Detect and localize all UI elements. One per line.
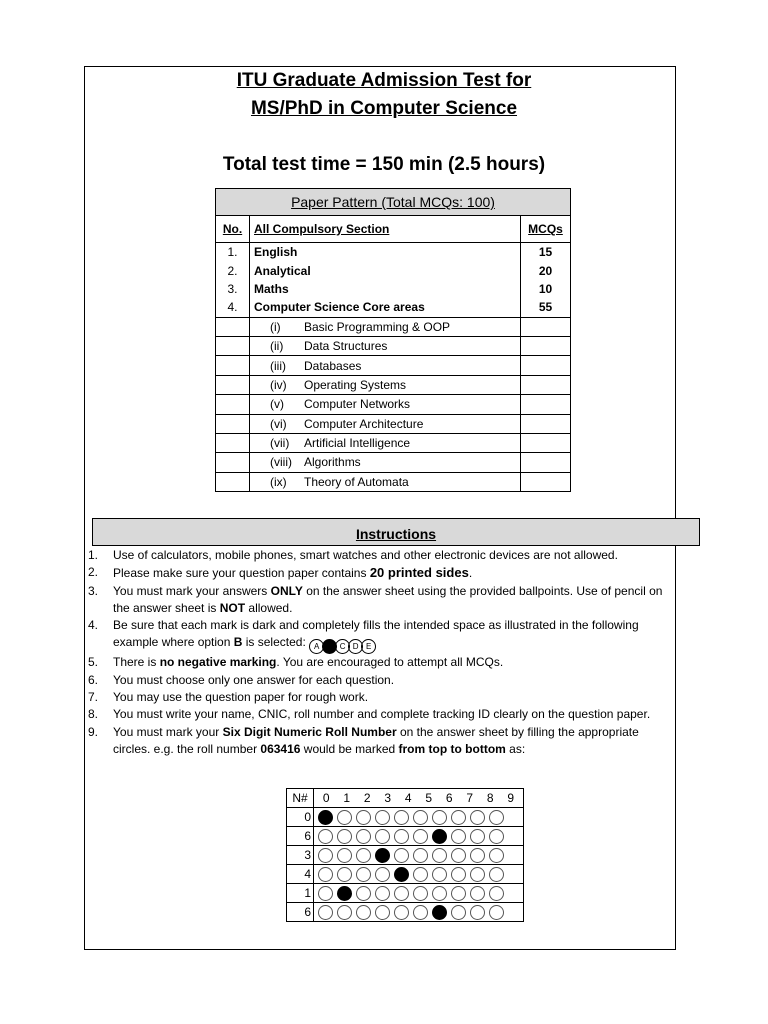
empty-bubble — [413, 810, 428, 825]
instruction-emphasis: ONLY — [270, 583, 303, 598]
instruction-emphasis: no negative marking — [159, 655, 277, 670]
pattern-subarea-mcqs-blank — [521, 356, 571, 375]
pattern-subarea-blank — [216, 317, 250, 336]
empty-bubble — [337, 867, 352, 882]
subarea-name: Databases — [304, 358, 362, 373]
empty-bubble — [394, 886, 409, 901]
roll-digit-label: 3 — [287, 846, 314, 865]
roll-digit-label: 6 — [287, 827, 314, 846]
instruction-emphasis: NOT — [219, 600, 246, 615]
pattern-row-section: English — [250, 243, 521, 262]
instruction-number: 1. — [88, 548, 99, 562]
roll-number-grid — [286, 788, 524, 922]
instruction-text — [113, 673, 394, 687]
pattern-subarea-cell — [250, 336, 521, 355]
pattern-subarea-row — [216, 453, 571, 472]
empty-bubble — [489, 905, 504, 920]
pattern-row — [216, 280, 571, 298]
empty-bubble — [432, 867, 447, 882]
page-title-line1: ITU Graduate Admission Test for — [236, 70, 532, 91]
empty-bubble — [451, 810, 466, 825]
subarea-name: Algorithms — [304, 455, 361, 470]
empty-bubble — [489, 886, 504, 901]
pattern-row-section: Computer Science Core areas — [250, 298, 521, 317]
instruction-fragment: You must write your name, CNIC, roll number and complete tracking ID clearly on the question paper. — [113, 707, 651, 722]
roll-digit-bubbles — [314, 903, 524, 922]
instruction-text — [113, 618, 639, 652]
empty-bubble — [375, 905, 390, 920]
pattern-subarea-cell — [250, 375, 521, 394]
roll-digit-bubbles — [314, 884, 524, 903]
digit-header-label: 2 — [363, 791, 371, 805]
instruction-text — [113, 655, 503, 669]
pattern-row-number: 2. — [216, 261, 250, 279]
pattern-subarea-row — [216, 375, 571, 394]
column-header-mcqs: MCQs — [521, 216, 571, 243]
pattern-subarea-cell — [250, 414, 521, 433]
pattern-subarea-blank — [216, 356, 250, 375]
pattern-subarea-mcqs-blank — [521, 375, 571, 394]
roll-grid-row — [287, 808, 524, 827]
instruction-item — [88, 564, 678, 582]
empty-bubble — [413, 867, 428, 882]
empty-bubble — [356, 886, 371, 901]
digit-header-label: 6 — [445, 791, 453, 805]
roll-grid-row — [287, 903, 524, 922]
instruction-emphasis: B — [233, 635, 243, 650]
digit-header-label: 8 — [486, 791, 494, 805]
example-option-bubble: A — [309, 639, 324, 654]
pattern-subarea-cell — [250, 317, 521, 336]
empty-bubble — [413, 905, 428, 920]
instruction-fragment: You must mark your — [113, 724, 223, 739]
roll-digit-bubbles — [314, 846, 524, 865]
empty-bubble — [337, 810, 352, 825]
pattern-subarea-cell — [250, 356, 521, 375]
empty-bubble — [470, 886, 485, 901]
instruction-fragment: as: — [505, 741, 526, 756]
pattern-row — [216, 261, 571, 279]
roll-grid-header-row — [287, 789, 524, 808]
digit-header-label: 9 — [507, 791, 515, 805]
instruction-fragment: would be marked — [300, 741, 399, 756]
roll-digit-bubbles — [314, 827, 524, 846]
pattern-subarea-row — [216, 336, 571, 355]
instruction-number: 9. — [88, 724, 99, 739]
empty-bubble — [318, 829, 333, 844]
instruction-fragment: You must choose only one answer for each question. — [113, 672, 395, 687]
instruction-number: 3. — [88, 583, 99, 598]
page-title-line2: MS/PhD in Computer Science — [250, 98, 518, 119]
empty-bubble — [470, 829, 485, 844]
instruction-text — [113, 584, 662, 615]
instruction-emphasis: 063416 — [260, 741, 301, 756]
roll-digit-bubbles — [314, 808, 524, 827]
pattern-row-number: 4. — [216, 298, 250, 317]
pattern-subarea-cell — [250, 472, 521, 491]
empty-bubble — [413, 886, 428, 901]
instruction-item — [88, 689, 678, 706]
pattern-row-section: Analytical — [250, 261, 521, 279]
pattern-subarea-mcqs-blank — [521, 453, 571, 472]
instruction-number: 5. — [88, 655, 99, 670]
digit-header-label: 0 — [322, 791, 330, 805]
pattern-subarea-cell — [250, 433, 521, 452]
pattern-row-mcqs: 15 — [521, 243, 571, 262]
instruction-emphasis: 20 printed sides — [369, 565, 469, 581]
empty-bubble — [489, 848, 504, 863]
instruction-fragment: You may use the question paper for rough work. — [113, 690, 369, 705]
instruction-fragment: Be sure that each mark is dark and completely fills the intended space as illustrated in the following example where option — [113, 618, 639, 650]
pattern-subarea-blank — [216, 395, 250, 414]
instruction-fragment: There is — [113, 655, 160, 670]
instruction-item — [88, 583, 678, 618]
empty-bubble — [356, 810, 371, 825]
subarea-numeral: (vii) — [270, 436, 290, 451]
pattern-subarea-blank — [216, 336, 250, 355]
roll-grid-row — [287, 846, 524, 865]
empty-bubble — [337, 848, 352, 863]
instruction-text — [113, 690, 368, 704]
filled-bubble — [318, 810, 333, 825]
pattern-row-number: 1. — [216, 243, 250, 262]
empty-bubble — [470, 810, 485, 825]
empty-bubble — [375, 867, 390, 882]
empty-bubble — [413, 848, 428, 863]
empty-bubble — [451, 848, 466, 863]
empty-bubble — [394, 829, 409, 844]
pattern-subarea-row — [216, 414, 571, 433]
pattern-subarea-cell — [250, 453, 521, 472]
pattern-subarea-mcqs-blank — [521, 336, 571, 355]
pattern-subarea-blank — [216, 414, 250, 433]
example-option-bubble: D — [348, 639, 363, 654]
instruction-text — [113, 725, 639, 756]
instruction-fragment: Please make sure your question paper contains — [113, 566, 370, 581]
pattern-row-mcqs: 55 — [521, 298, 571, 317]
instruction-fragment: . You are encouraged to attempt all MCQs. — [276, 655, 504, 670]
subarea-name: Operating Systems — [304, 377, 407, 392]
pattern-subarea-row — [216, 317, 571, 336]
filled-bubble — [375, 848, 390, 863]
subarea-name: Basic Programming & OOP — [304, 319, 451, 334]
empty-bubble — [470, 867, 485, 882]
instruction-fragment: . — [468, 566, 473, 581]
subarea-numeral: (i) — [270, 319, 281, 334]
column-header-no: No. — [216, 216, 250, 243]
pattern-subarea-row — [216, 433, 571, 452]
subarea-name: Artificial Intelligence — [304, 436, 411, 451]
instruction-text — [113, 548, 618, 562]
subarea-name: Computer Architecture — [304, 416, 424, 431]
pattern-subarea-mcqs-blank — [521, 395, 571, 414]
instruction-number: 7. — [88, 690, 99, 705]
empty-bubble — [394, 810, 409, 825]
example-option-bubble: E — [361, 639, 376, 654]
empty-bubble — [432, 810, 447, 825]
pattern-subarea-blank — [216, 453, 250, 472]
instruction-emphasis: Six Digit Numeric Roll Number — [222, 724, 397, 739]
pattern-row — [216, 243, 571, 262]
pattern-row-mcqs: 20 — [521, 261, 571, 279]
digit-header-label: 5 — [425, 791, 433, 805]
pattern-subarea-mcqs-blank — [521, 472, 571, 491]
instructions-list — [88, 547, 678, 758]
roll-grid-row — [287, 827, 524, 846]
empty-bubble — [337, 829, 352, 844]
subarea-numeral: (iv) — [270, 377, 287, 392]
roll-grid-row — [287, 865, 524, 884]
empty-bubble — [375, 810, 390, 825]
instruction-fragment: on the answer sheet by filling the appropriate circles. e.g. the roll number — [113, 724, 639, 756]
roll-grid-row — [287, 884, 524, 903]
pattern-row-section: Maths — [250, 280, 521, 298]
instructions-heading: Instructions — [92, 518, 700, 546]
pattern-subarea-row — [216, 395, 571, 414]
pattern-subarea-mcqs-blank — [521, 433, 571, 452]
filled-bubble — [432, 905, 447, 920]
instruction-item — [88, 724, 678, 759]
instruction-number: 6. — [88, 672, 99, 687]
empty-bubble — [394, 848, 409, 863]
pattern-subarea-mcqs-blank — [521, 414, 571, 433]
paper-pattern-table — [215, 188, 571, 492]
roll-digit-label: 4 — [287, 865, 314, 884]
empty-bubble — [375, 829, 390, 844]
empty-bubble — [432, 848, 447, 863]
roll-grid-header-label: N# — [287, 789, 314, 808]
pattern-subarea-blank — [216, 472, 250, 491]
digit-header-label: 1 — [343, 791, 351, 805]
paper-pattern-header-row — [216, 216, 571, 243]
subarea-name: Theory of Automata — [304, 474, 409, 489]
pattern-row-mcqs: 10 — [521, 280, 571, 298]
pattern-subarea-row — [216, 472, 571, 491]
subarea-numeral: (iii) — [270, 358, 286, 373]
empty-bubble — [375, 886, 390, 901]
instruction-item — [88, 706, 678, 723]
empty-bubble — [356, 848, 371, 863]
empty-bubble — [394, 905, 409, 920]
empty-bubble — [356, 905, 371, 920]
digit-header-label: 3 — [384, 791, 392, 805]
total-test-time: Total test time = 150 min (2.5 hours) — [222, 154, 546, 175]
instruction-item — [88, 617, 678, 654]
empty-bubble — [451, 867, 466, 882]
instruction-fragment: on the answer sheet using the provided ballpoints. Use of pencil on the answer sheet is — [113, 583, 663, 615]
paper-pattern-caption: Paper Pattern (Total MCQs: 100) — [216, 189, 571, 216]
empty-bubble — [451, 886, 466, 901]
subarea-numeral: (vi) — [270, 416, 287, 431]
instruction-number: 2. — [88, 565, 99, 580]
filled-bubble — [337, 886, 352, 901]
empty-bubble — [356, 829, 371, 844]
empty-bubble — [451, 829, 466, 844]
instruction-number: 8. — [88, 707, 99, 722]
empty-bubble — [470, 905, 485, 920]
instruction-fragment: is selected: — [242, 635, 310, 650]
subarea-name: Data Structures — [304, 339, 388, 354]
empty-bubble — [318, 886, 333, 901]
pattern-row — [216, 298, 571, 317]
instruction-fragment: allowed. — [245, 600, 293, 615]
pattern-subarea-mcqs-blank — [521, 317, 571, 336]
empty-bubble — [470, 848, 485, 863]
instruction-text — [113, 707, 650, 721]
example-option-bubble: C — [335, 639, 350, 654]
empty-bubble — [451, 905, 466, 920]
empty-bubble — [318, 905, 333, 920]
pattern-row-number: 3. — [216, 280, 250, 298]
instruction-fragment: Use of calculators, mobile phones, smart watches and other electronic devices are not allowed. — [113, 548, 618, 562]
pattern-subarea-blank — [216, 375, 250, 394]
empty-bubble — [489, 829, 504, 844]
instruction-item — [88, 547, 678, 564]
empty-bubble — [489, 810, 504, 825]
empty-bubble — [318, 848, 333, 863]
subarea-numeral: (ix) — [270, 474, 287, 489]
filled-bubble — [432, 829, 447, 844]
empty-bubble — [318, 867, 333, 882]
subarea-numeral: (v) — [270, 397, 284, 412]
empty-bubble — [413, 829, 428, 844]
instruction-fragment: You must mark your answers — [113, 583, 271, 598]
digit-header-label: 7 — [466, 791, 474, 805]
empty-bubble — [432, 886, 447, 901]
roll-digit-bubbles — [314, 865, 524, 884]
instruction-number: 4. — [88, 618, 99, 633]
roll-digit-label: 1 — [287, 884, 314, 903]
subarea-numeral: (viii) — [270, 455, 292, 470]
filled-bubble — [394, 867, 409, 882]
digit-header-label: 4 — [404, 791, 412, 805]
instruction-emphasis: from top to bottom — [398, 741, 506, 756]
subarea-name: Computer Networks — [304, 397, 411, 412]
roll-digit-label: 6 — [287, 903, 314, 922]
instruction-item — [88, 654, 678, 671]
roll-grid-digit-header — [314, 789, 524, 808]
pattern-subarea-cell — [250, 395, 521, 414]
empty-bubble — [356, 867, 371, 882]
pattern-subarea-blank — [216, 433, 250, 452]
subarea-numeral: (ii) — [270, 339, 284, 354]
pattern-subarea-row — [216, 356, 571, 375]
example-option-bubble: B — [322, 639, 337, 654]
empty-bubble — [337, 905, 352, 920]
instruction-item — [88, 672, 678, 689]
instruction-text — [113, 566, 472, 580]
empty-bubble — [489, 867, 504, 882]
column-header-section: All Compulsory Section — [250, 216, 521, 243]
roll-digit-label: 0 — [287, 808, 314, 827]
